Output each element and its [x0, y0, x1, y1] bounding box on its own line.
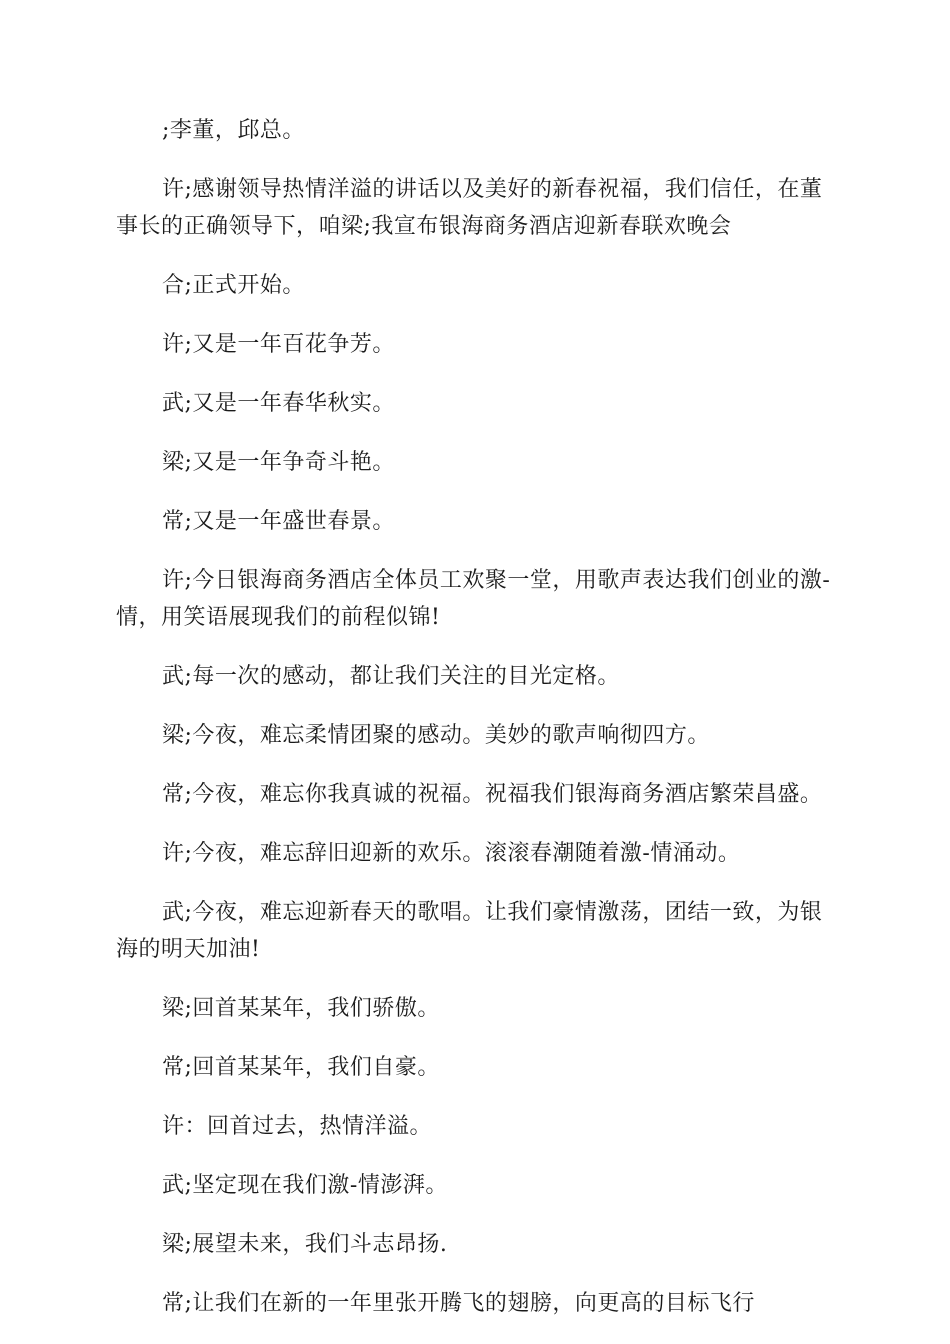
paragraph: 梁;回首某某年，我们骄傲。 [162, 996, 440, 1021]
paragraph: 常;今夜，难忘你我真诚的祝福。祝福我们银海商务酒店繁荣昌盛。 [162, 782, 823, 807]
paragraph: 梁;展望未来，我们斗志昂扬. [162, 1232, 448, 1257]
paragraph: 常;让我们在新的一年里张开腾飞的翅膀，向更高的目标飞行 [162, 1291, 755, 1316]
paragraph: 常;回首某某年，我们自豪。 [162, 1055, 440, 1080]
document-body [116, 112, 836, 1344]
paragraph: 武;今夜，难忘迎新春天的歌唱。让我们豪情激荡，团结一致，为银海的明天加油! [116, 900, 823, 962]
paragraph: 梁;今夜，难忘柔情团聚的感动。美妙的歌声响彻四方。 [162, 723, 710, 748]
paragraph: 武;每一次的感动，都让我们关注的目光定格。 [162, 664, 620, 689]
paragraph: 许;又是一年百花争芳。 [162, 332, 395, 357]
paragraph: 许：回首过去，热情洋溢。 [162, 1114, 433, 1139]
paragraph: 梁;又是一年争奇斗艳。 [162, 450, 395, 475]
paragraph: 武;又是一年春华秋实。 [162, 391, 395, 416]
paragraph: 许;今日银海商务酒店全体员工欢聚一堂，用歌声表达我们创业的激-情，用笑语展现我们的前程似锦! [116, 568, 831, 630]
paragraph: 武;坚定现在我们激-情澎湃。 [162, 1173, 448, 1198]
paragraph: 许;今夜，难忘辞旧迎新的欢乐。滚滚春潮随着激-情涌动。 [162, 841, 741, 866]
paragraph: 常;又是一年盛世春景。 [162, 509, 395, 534]
paragraph: 许;感谢领导热情洋溢的讲话以及美好的新春祝福，我们信任，在董事长的正确领导下，咱梁;我宣布银海商务酒店迎新春联欢晚会 [116, 177, 823, 239]
paragraph: 合;正式开始。 [162, 273, 305, 298]
paragraph: ;李董，邱总。 [162, 118, 305, 143]
